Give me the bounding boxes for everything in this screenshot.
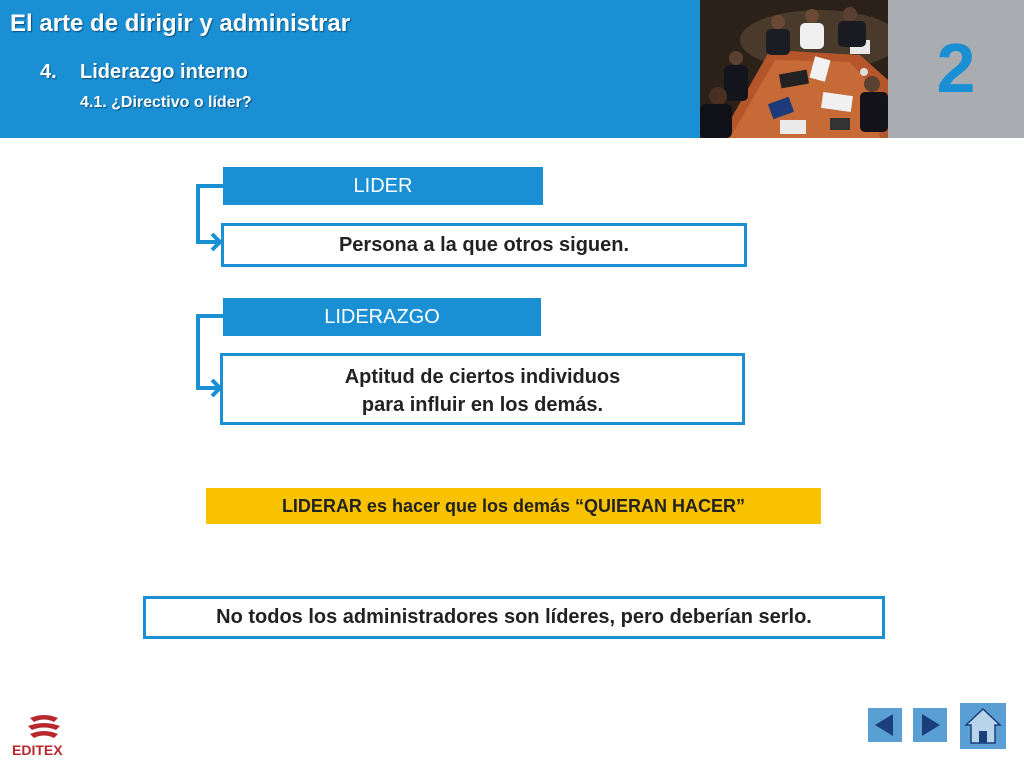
editex-logo-graphic <box>10 712 80 760</box>
header-banner <box>0 0 700 138</box>
triangle-right-icon <box>913 708 947 742</box>
section-title: Liderazgo interno <box>80 61 248 83</box>
conclusion-box: No todos los administradores son líderes, pero deberían serlo. <box>143 596 885 639</box>
chapter-number: 2 <box>936 29 976 107</box>
previous-slide-button[interactable] <box>868 708 902 742</box>
meeting-illustration <box>700 0 888 138</box>
section-number: 4. <box>40 61 57 83</box>
term-label-lider: LIDER <box>223 167 543 205</box>
meeting-photo <box>700 0 888 138</box>
definition-line-1: Aptitud de ciertos individuos <box>344 366 621 388</box>
presentation-title: El arte de dirigir y administrar <box>10 10 351 37</box>
highlight-banner: LIDERAR es hacer que los demás “QUIERAN HACER” <box>206 488 821 524</box>
chapter-box <box>888 0 1024 138</box>
next-slide-button[interactable] <box>913 708 947 742</box>
triangle-left-icon <box>868 708 902 742</box>
editex-logo <box>10 712 80 760</box>
subsection-heading: 4.1. ¿Directivo o líder? <box>80 94 252 111</box>
term-definition-lider: Persona a la que otros siguen. <box>221 223 747 267</box>
logo-text: EDITEX <box>12 742 63 758</box>
term-label-liderazgo: LIDERAZGO <box>223 298 541 336</box>
section-heading <box>40 61 248 84</box>
definition-line-2: para influir en los demás. <box>361 394 604 416</box>
term-definition-liderazgo <box>220 353 745 425</box>
home-button[interactable] <box>960 703 1006 749</box>
house-icon <box>960 703 1006 749</box>
